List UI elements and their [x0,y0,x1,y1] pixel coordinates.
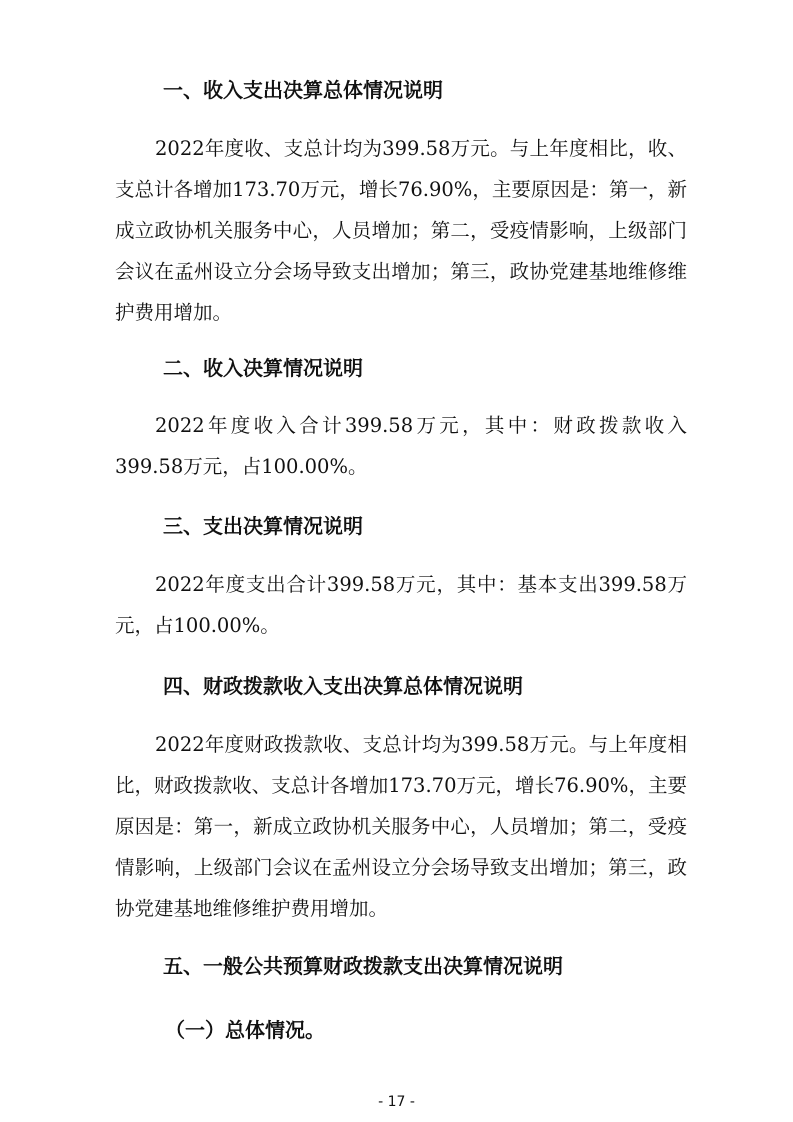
section-2-paragraph: 2022年度收入合计399.58万元，其中：财政拨款收入399.58万元，占100.00%。 [115,414,687,478]
page-number: - 17 - [378,1094,415,1110]
subsection-heading: （一）总体情况。 [165,1018,325,1042]
section-5-heading: 五、一般公共预算财政拨款支出决算情况说明 [163,954,563,978]
section-4-heading: 四、财政拨款收入支出决算总体情况说明 [163,674,523,698]
section-2-heading: 二、收入决算情况说明 [163,356,363,380]
section-1-paragraph: 2022年度收、支总计均为399.58万元。与上年度相比，收、支总计各增加173.70万元，增长76.90%，主要原因是：第一，新成立政协机关服务中心，人员增加；第二，受疫情影响，上级部门会议在孟州设立分会场导致支出增加；第三，政协党建基地维修维护费用增加。 [115,137,687,324]
section-1-heading: 一、收入支出决算总体情况说明 [163,78,443,102]
section-3-heading: 三、支出决算情况说明 [163,514,363,538]
section-4-paragraph: 2022年度财政拨款收、支总计均为399.58万元。与上年度相比，财政拨款收、支总计各增加173.70万元，增长76.90%，主要原因是：第一，新成立政协机关服务中心，人员增加；第二，受疫情影响，上级部门会议在孟州设立分会场导致支出增加；第三，政协党建基地维修维护费用增加。 [115,733,687,920]
section-3-paragraph: 2022年度支出合计399.58万元，其中：基本支出399.58万元，占100.00%。 [115,573,687,637]
